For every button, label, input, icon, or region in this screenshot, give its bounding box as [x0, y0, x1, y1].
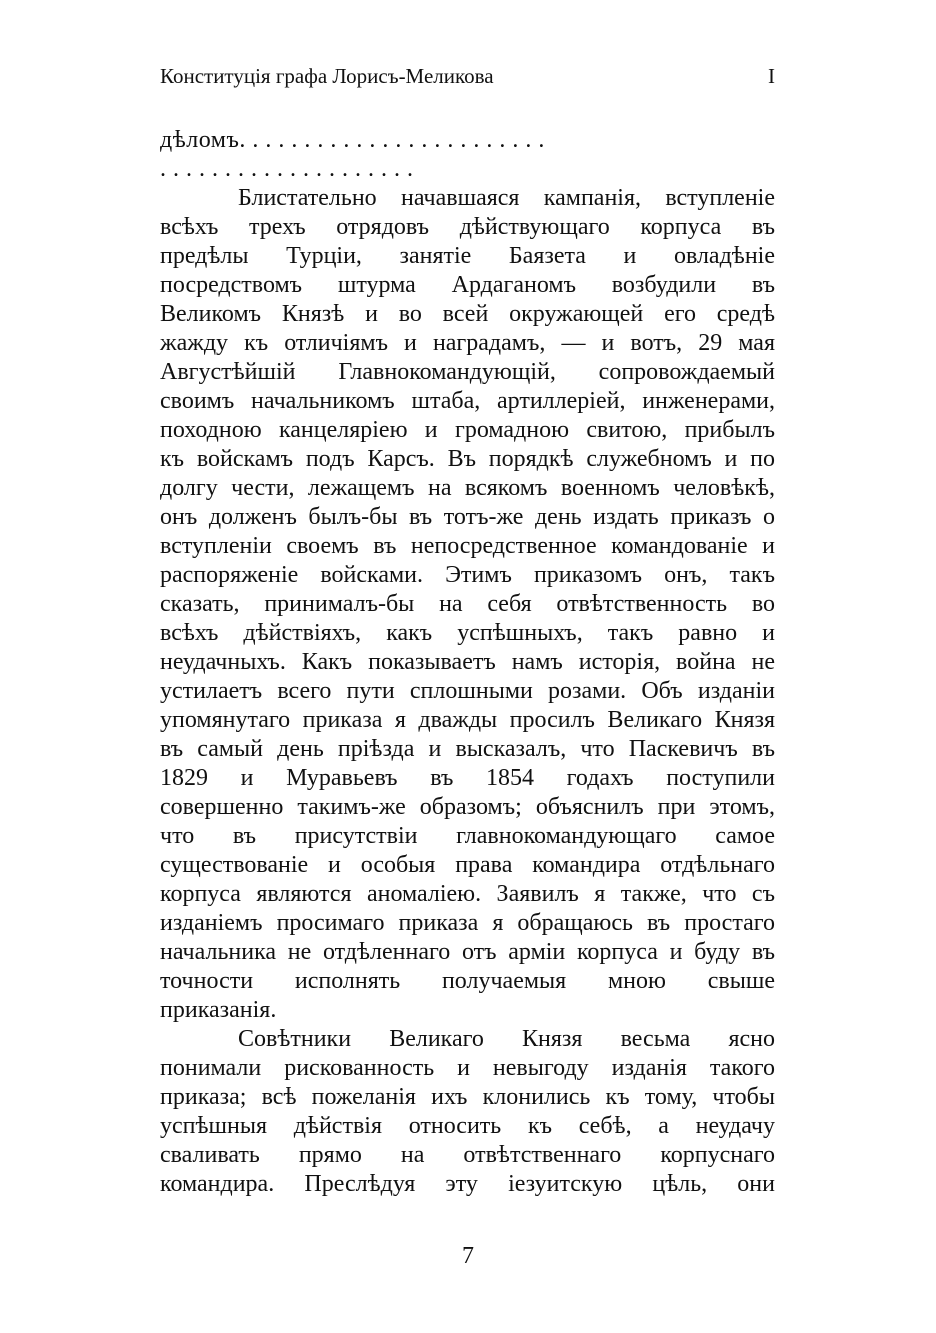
paragraph-first-line: Совѣтники Великаго Князя весьма ясно: [238, 1026, 775, 1052]
text-line: корпуса являются аномаліею. Заявилъ я также, что съ: [160, 881, 775, 907]
text-line: дѣломъ. . . . . . . . . . . . . . . . . . . . . . . .: [160, 127, 545, 153]
text-line: Августѣйшій Главнокомандующій, сопровождаемый: [160, 359, 775, 385]
text-line: распоряженіе войсками. Этимъ приказомъ онъ, такъ: [160, 562, 775, 588]
paragraph-last-line: приказанія.: [160, 997, 277, 1023]
text-line: совершенно такимъ-же образомъ; объяснилъ при этомъ,: [160, 794, 775, 820]
text-line: изданіемъ просимаго приказа я обращаюсь въ простаго: [160, 910, 775, 936]
text-line: походною канцеляріею и громадною свитою, прибылъ: [160, 417, 775, 443]
text-line: онъ долженъ былъ-бы въ тотъ-же день издать приказъ о: [160, 504, 775, 530]
text-line: Великомъ Князѣ и во всей окружающей его средѣ: [160, 301, 775, 327]
text-line: начальника не отдѣленнаго отъ арміи корпуса и буду въ: [160, 939, 775, 965]
text-line: . . . . . . . . . . . . . . . . . . . .: [160, 156, 414, 182]
paragraph-first-line: Блистательно начавшаяся кампанія, вступленіе: [238, 185, 775, 211]
body-text: [160, 126, 775, 1199]
text-line: жажду къ отличіямъ и наградамъ, — и вотъ, 29 мая: [160, 330, 775, 356]
text-line: устилаетъ всего пути сплошными розами. Объ изданіи: [160, 678, 775, 704]
text-line: предѣлы Турціи, занятіе Баязета и овладѣніе: [160, 243, 775, 269]
text-line: сваливать прямо на отвѣтственнаго корпуснаго: [160, 1142, 775, 1168]
text-line: сказать, принималъ-бы на себя отвѣтственность во: [160, 591, 775, 617]
running-header: [160, 62, 775, 92]
text-line: что въ присутствіи главнокомандующаго самое: [160, 823, 775, 849]
text-line: всѣхъ дѣйствіяхъ, какъ успѣшныхъ, такъ равно и: [160, 620, 775, 646]
text-line: неудачныхъ. Какъ показываетъ намъ исторія, война не: [160, 649, 775, 675]
text-line: понимали рискованность и невыгоду изданія такого: [160, 1055, 775, 1081]
text-line: долгу чести, лежащемъ на всякомъ военномъ человѣкѣ,: [160, 475, 775, 501]
text-line: вступленіи своемъ въ непосредственное командованіе и: [160, 533, 775, 559]
text-line: къ войскамъ подъ Карсъ. Въ порядкѣ служебномъ и по: [160, 446, 775, 472]
text-line: точности исполнять получаемыя мною свыше: [160, 968, 775, 994]
text-line: успѣшныя дѣйствія относить къ себѣ, а неудачу: [160, 1113, 775, 1139]
text-line: существованіе и особыя права командира отдѣльнаго: [160, 852, 775, 878]
text-line: приказа; всѣ пожеланія ихъ клонились къ тому, чтобы: [160, 1084, 775, 1110]
text-line: командира. Преслѣдуя эту іезуитскую цѣль, они: [160, 1171, 775, 1197]
text-line: посредствомъ штурма Ардаганомъ возбудили въ: [160, 272, 775, 298]
text-line: въ самый день пріѣзда и высказалъ, что Паскевичъ въ: [160, 736, 775, 762]
text-line: упомянутаго приказа я дважды просилъ Великаго Князя: [160, 707, 775, 733]
text-line: своимъ начальникомъ штаба, артиллеріей, инженерами,: [160, 388, 775, 414]
text-line: всѣхъ трехъ отрядовъ дѣйствующаго корпуса въ: [160, 214, 775, 240]
page-number: 7: [462, 1243, 474, 1269]
running-header-section-number: I: [768, 64, 775, 88]
running-header-title: Конституція графа Лорисъ-Меликова: [160, 64, 494, 88]
text-line: 1829 и Муравьевъ въ 1854 годахъ поступили: [160, 765, 775, 791]
